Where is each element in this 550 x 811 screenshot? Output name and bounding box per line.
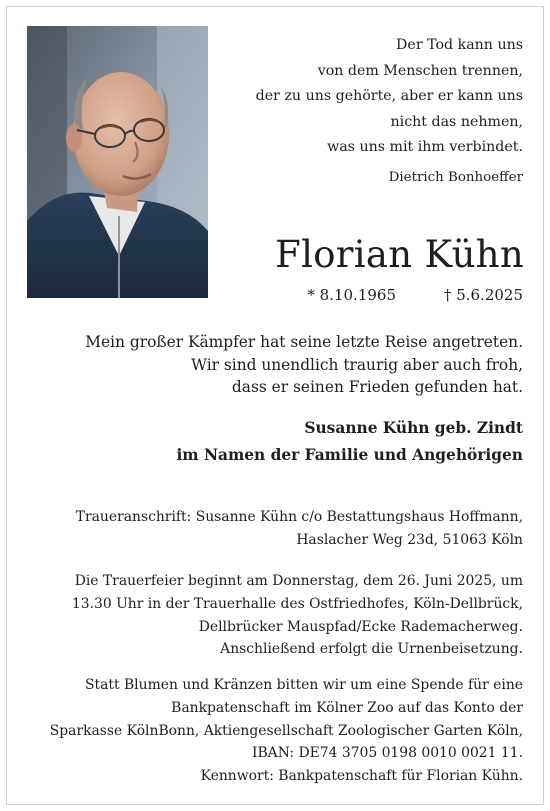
ceremony-line: Dellbrücker Mauspfad/Ecke Rademacherweg. [198, 618, 523, 635]
donation-request [50, 674, 523, 788]
donation-line: Sparkasse KölnBonn, Aktiengesellschaft Zoologischer Garten Köln, [49, 722, 523, 739]
address-line: Traueranschrift: Susanne Kühn c/o Bestattungshaus Hoffmann, [75, 509, 523, 525]
funeral-details [72, 570, 523, 661]
message-line: Wir sind unendlich traurig aber auch froh, [191, 355, 523, 374]
family-line: im Namen der Familie und Angehörigen [176, 445, 523, 464]
portrait-photo [27, 26, 208, 298]
address-line: Haslacher Weg 23d, 51063 Köln [296, 531, 523, 548]
ceremony-line: Die Trauerfeier beginnt am Donnerstag, dem 26. Juni 2025, um [74, 573, 523, 589]
donation-line: Bankpatenschaft im Kölner Zoo auf das Konto der [171, 699, 523, 716]
quote-author: Dietrich Bonhoeffer [388, 170, 523, 185]
family-line: Susanne Kühn geb. Zindt [304, 419, 523, 437]
quote-line: Der Tod kann uns [396, 37, 523, 53]
death-date: † 5.6.2025 [443, 286, 523, 304]
ceremony-line: 13.30 Uhr in der Trauerhalle des Ostfriedhofes, Köln-Dellbrück, [71, 595, 523, 612]
message-line: Mein großer Kämpfer hat seine letzte Reise angetreten. [85, 333, 523, 351]
deceased-name: Florian Kühn [275, 233, 524, 276]
message-line: dass er seinen Frieden gefunden hat. [231, 378, 523, 396]
quote-line: nicht das nehmen, [390, 113, 523, 130]
farewell-message [85, 331, 523, 399]
quote-line: von dem Menschen trennen, [317, 62, 523, 79]
birth-date: * 8.10.1965 [307, 286, 396, 304]
ceremony-line: Anschließend erfolgt die Urnenbeisetzung. [220, 641, 523, 658]
quote-line: der zu uns gehörte, aber er kann uns [255, 88, 523, 104]
donation-line: Statt Blumen und Kränzen bitten wir um eine Spende für eine [85, 677, 523, 693]
quote [223, 33, 523, 161]
family-signature [176, 415, 523, 468]
donation-line: IBAN: DE74 3705 0198 0010 0021 11. [251, 745, 523, 762]
donation-line: Kennwort: Bankpatenschaft für Florian Kühn. [200, 768, 523, 785]
mourning-address [76, 506, 523, 552]
quote-line: was uns mit ihm verbindet. [327, 139, 523, 155]
